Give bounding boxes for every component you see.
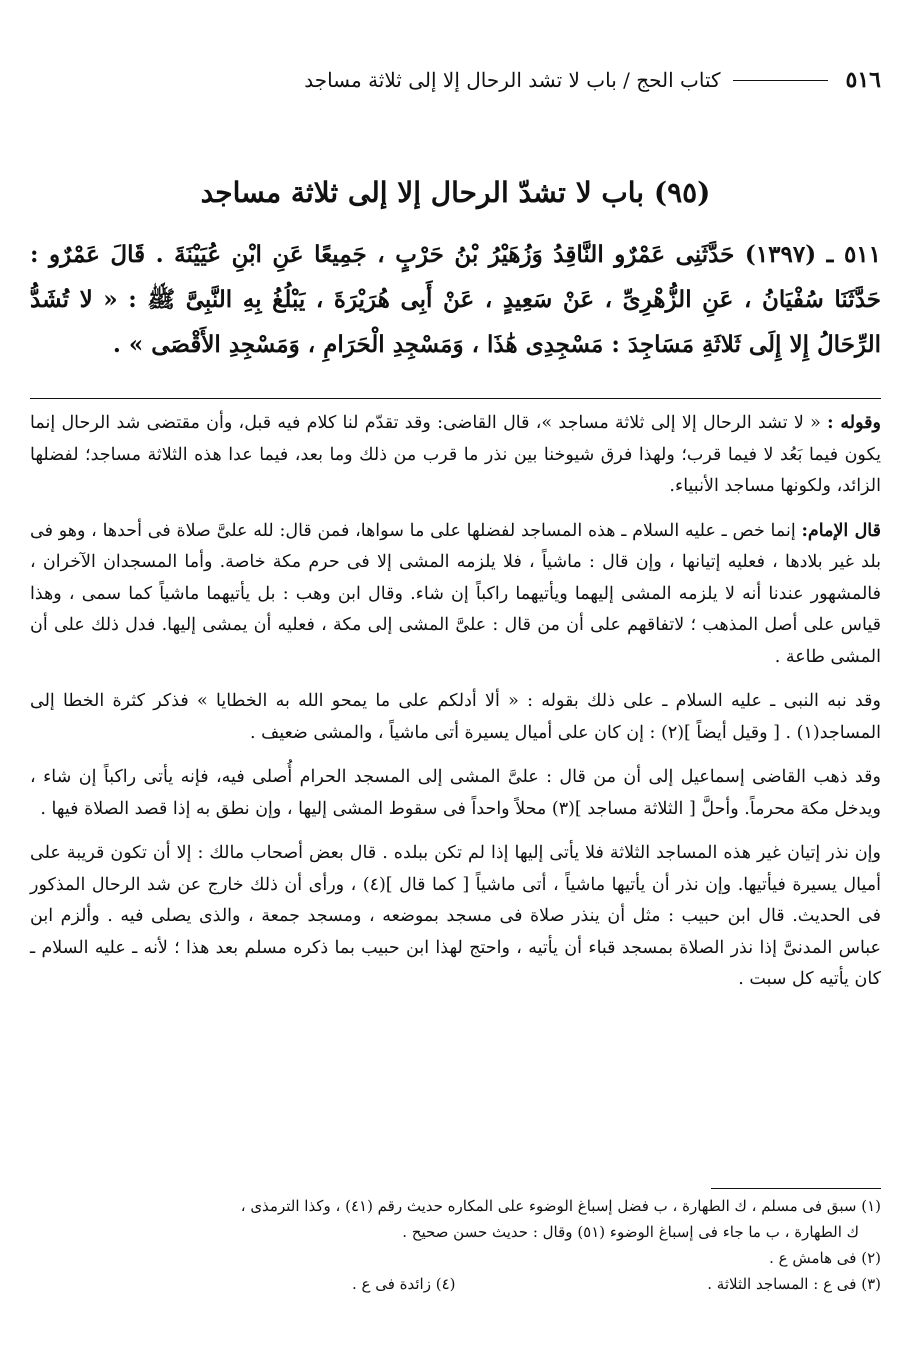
- page-number: ٥١٦: [845, 67, 881, 93]
- paragraph-lead: وقوله :: [827, 413, 881, 433]
- footnote-4: (٤) زائدة فى ع .: [351, 1275, 456, 1293]
- footnotes: [30, 1193, 881, 1297]
- footnote-1: (١) سبق فى مسلم ، ك الطهارة ، ب فضل إسباغ الوضوء على المكاره حديث رقم (٤١) ، وكذا الترمذى ،: [240, 1197, 881, 1215]
- commentary-paragraph: [30, 516, 881, 674]
- commentary-paragraph: [30, 838, 881, 996]
- paragraph-text: « لا تشد الرحال إلا إلى ثلاثة مساجد »، قال القاضى: وقد تقدّم لنا كلام فيه قبل، وأن مقتضى شد الرحال إنما يكون فيما بَعُد لا فيما قرب؛ ولهذا فرق شيوخنا بين نذر ما قرب من ذلك وما بعد، فيما عدا هذه الثلاثة مساجد؛ لفضلها الزائد، ولكونها مساجد الأنبياء.: [30, 413, 881, 496]
- footnote-row: [30, 1271, 881, 1297]
- running-head-title: كتاب الحج / باب لا تشد الرحال إلا إلى ثلاثة مساجد: [304, 68, 721, 92]
- hadith-text: ٥١١ ـ (١٣٩٧) حَدَّثَنِى عَمْرٌو النَّاقِدُ وَزُهَيْرُ بْنُ حَرْبٍ ، جَمِيعًا عَنِ ابْنِ عُيَيْنَةَ . قَالَ عَمْرٌو : حَدَّثَنَا سُفْيَانُ ، عَنِ الزُّهْرِىِّ ، عَنْ سَعِيدٍ ، عَنْ أَبِى هُرَيْرَةَ ، يَبْلُغُ بِهِ النَّبِىَّ ﷺ : « لا تُشَدُّ الرِّحَالُ إِلا إِلَى ثَلاثَةِ مَسَاجِدَ : مَسْجِدِى هَٰذَا ، وَمَسْجِدِ الْحَرَامِ ، وَمَسْجِدِ الأَقْصَى » .: [30, 241, 882, 358]
- footnote-3: (٣) فى ع : المساجد الثلاثة .: [707, 1275, 881, 1293]
- footnote-2: (٢) فى هامش ع .: [769, 1249, 881, 1267]
- paragraph-text: وقد نبه النبى ـ عليه السلام ـ على ذلك بقوله : « ألا أدلكم على ما يمحو الله به الخطايا » فذكر كثرة الخطا إلى المساجد(١) . [ وقيل أيضاً ](٢) : إن كان على أميال يسيرة أتى ماشياً ، والمشى ضعيف .: [30, 691, 881, 743]
- paragraph-text: وقد ذهب القاضى إسماعيل إلى أن من قال : علىَّ المشى إلى المسجد الحرام أُصلى فيه، فإنه يأتى راكباً إن شاء ، ويدخل مكة محرماً. وأحلَّ [ الثلاثة مساجد ](٣) محلاً واحداً فى سقوط المشى إليها ، وإن نطق به إذا قصد الصلاة فيها .: [30, 767, 881, 819]
- commentary: [30, 408, 881, 1009]
- paragraph-text: وإن نذر إتيان غير هذه المساجد الثلاثة فلا يأتى إليها إذا لم تكن ببلده . قال بعض أصحاب مالك : إلا أن تكون قريبة على أميال يسيرة فيأتيها. وإن نذر أن يأتيها ماشياً ، أتى ماشياً [ كما قال ](٤) ، ورأى أن ذلك خارج عن شد الرحال المذكور فى الحديث. قال ابن حبيب : مثل أن ينذر صلاة فى مسجد بموضعه ، ومسجد جمعة ، والذى يصلى فيه . وألزم ابن عباس المدنىَّ إذا نذر الصلاة بمسجد قباء أن يأتيه ، واحتج لهذا ابن حبيب بما ذكره مسلم بعد هذا ؛ لأنه ـ عليه السلام ـ كان يأتيه كل سبت .: [30, 843, 881, 989]
- paragraph-lead: قال الإمام:: [801, 520, 881, 541]
- chapter-title: (٩٥) باب لا تشدّ الرحال إلا إلى ثلاثة مساجد: [200, 176, 711, 209]
- paragraph-text: إنما خص ـ عليه السلام ـ هذه المساجد لفضلها على ما سواها، فمن قال: لله علىَّ صلاة فى أحدها ، وهو فى بلد غير بلادها ، فعليه إتيانها ، وإن قال : ماشياً ، فلا يلزمه المشى إلا فى حرم مكة خاصة. وأما المسجدان الآخران ، فالمشهور عندنا أنه لا يلزمه المشى إليهما ويأتيهما راكباً إن شاء. وقال ابن وهب : بل يأتيهما ماشياً كما سمى ، وهذا قياس على أصل المذهب ؛ لاتفاقهم على أن من قال : علىَّ المشى إلى مكة ، فعليه أن يمشى إليها. فدل ذلك على أن المشى طاعة .: [30, 520, 881, 667]
- footnote-1-continued: ك الطهارة ، ب ما جاء فى إسباغ الوضوء (٥١) وقال : حديث حسن صحيح .: [402, 1223, 859, 1241]
- commentary-paragraph: [30, 408, 881, 503]
- commentary-paragraph: [30, 686, 881, 749]
- commentary-paragraph: [30, 762, 881, 825]
- footnote-rule: [711, 1188, 881, 1189]
- section-divider: [30, 398, 881, 399]
- header-rule: [733, 80, 828, 81]
- running-head: [30, 60, 881, 100]
